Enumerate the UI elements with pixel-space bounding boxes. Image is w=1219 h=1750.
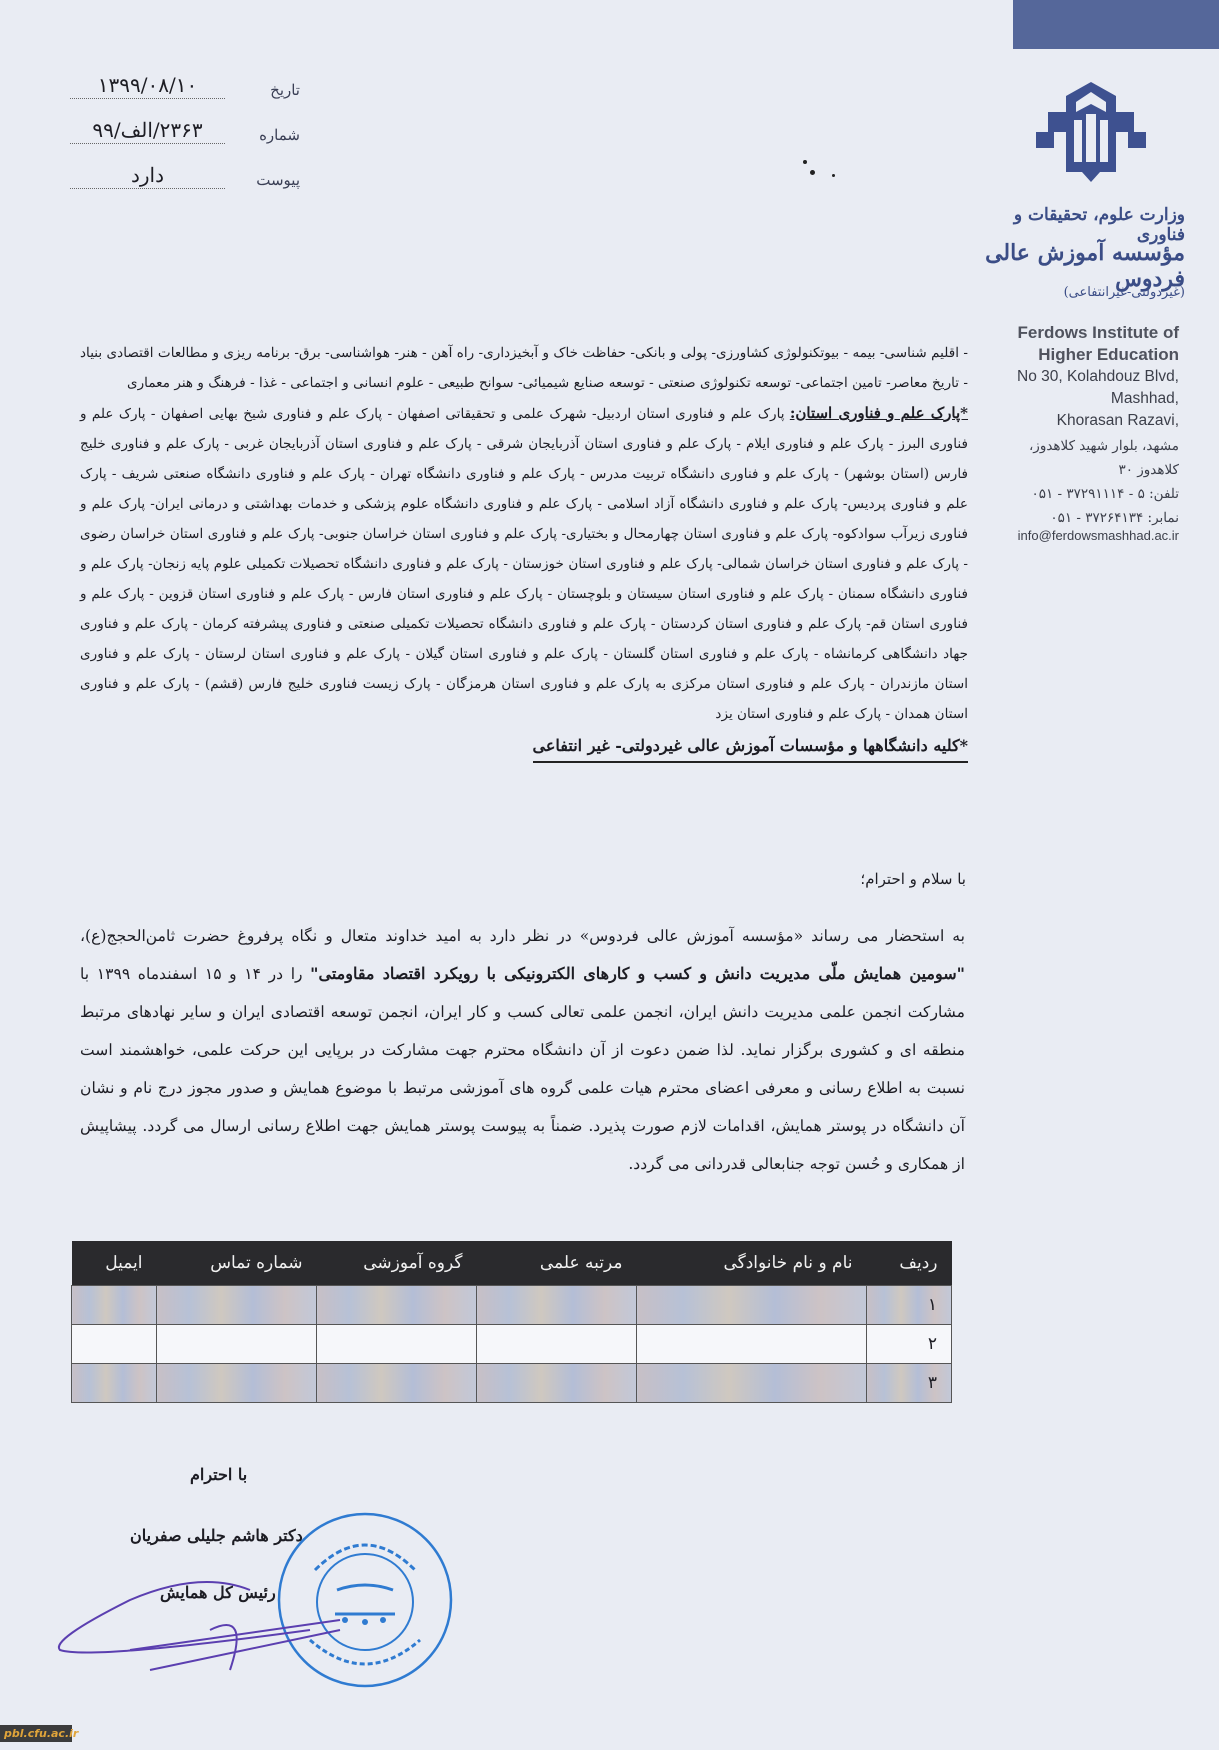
phone: تلفن: ۵ - ۳۷۲۹۱۱۱۴ - ۰۵۱ [1031,486,1179,502]
attachment-label: پیوست [256,171,300,189]
cell-academic-rank[interactable] [477,1325,637,1364]
table-row [72,1364,952,1403]
letter-body [80,917,965,1183]
signer-name: دکتر هاشم جلیلی صفریان [130,1526,303,1545]
address-en-line: Mashhad, [1110,390,1179,407]
cell-email[interactable] [72,1286,157,1325]
address-en-line: Khorasan Razavi, [1056,412,1179,429]
recipients-intro: - اقلیم شناسی- بیمه - بیوتکنولوژی کشاورزی- پولی و بانکی- حفاظت خاک و آبخیزداری- راه آهن - هنر- هواشناسی- برق- برنامه ریزی و مطالعات اقتصادی بنیاد - تاریخ معاصر- تامین اجتماعی- توسعه تکنولوژی صنعتی - توسعه صنایع شیمیائی- سوانح طبیعی - علوم انسانی و اجتماعی - غذا - فرهنگ و هنر معماری [80,345,968,391]
address-fa [979,434,1179,530]
institute-logo-icon [1036,82,1146,192]
address-fa-line: کلاهدوز ۳۰ [1118,462,1179,478]
cell-full-name[interactable] [637,1286,867,1325]
attachment-row [60,152,300,197]
col-academic-rank: مرتبه علمی [477,1241,637,1286]
greeting: با سلام و احترام؛ [860,870,966,888]
col-phone: شماره تماس [157,1241,317,1286]
cell-academic-rank[interactable] [477,1286,637,1325]
universities-heading: *کلیه دانشگاهها و مؤسسات آموزش عالی غیردولتی- غیر انتفاعی [533,731,968,763]
signer-role: رئیس کل همایش [160,1583,276,1602]
cell-email[interactable] [72,1325,157,1364]
institute-name-en: Ferdows Institute of Higher Education [1017,323,1179,364]
row-number: ۱ [867,1286,952,1325]
col-email: ایمیل [72,1241,157,1286]
cell-department[interactable] [317,1325,477,1364]
fax: نمابر: ۳۷۲۶۴۱۳۴ - ۰۵۱ [1050,510,1179,526]
address-en-line: No 30, Kolahdouz Blvd, [1017,368,1179,385]
closing: با احترام [190,1465,248,1484]
institute-name-fa: مؤسسه آموزش عالی فردوس [985,240,1185,292]
recipients-block [80,338,968,763]
header-color-bar [1013,0,1219,49]
cell-department[interactable] [317,1286,477,1325]
table-header-row [72,1241,952,1286]
cell-full-name[interactable] [637,1364,867,1403]
cell-phone[interactable] [157,1286,317,1325]
table-row [72,1286,952,1325]
cell-department[interactable] [317,1364,477,1403]
body-part-1: به استحضار می رساند «مؤسسه آموزش عالی فردوس» در نظر دارد به امید خداوند متعال و نگاه پرفروغ حضرت ثامن‌الحجج(ع)، [80,927,965,945]
address-fa-line: مشهد، بلوار شهید کلاهدوز، [1028,438,1179,454]
cell-academic-rank[interactable] [477,1364,637,1403]
institute-type: (غیردولتی-غیرانتفاعی) [1063,285,1185,300]
parks-list: پارک علم و فناوری استان اردبیل- شهرک علمی و تحقیقاتی اصفهان - پارک علم و فناوری شیخ بهایی اصفهان - پارک علم و فناوری البرز - پارک علم و فناوری ایلام - پارک علم و فناوری استان آذربایجان شرقی - پارک علم و فناوری استان آذربایجان غربی - پارک علم و فناوری خلیج فارس (استان بوشهر) - پارک علم و فناوری دانشگاه تربیت مدرس - پارک علم و فناوری دانشگاه تهران - پارک علم و فناوری دانشگاه صنعتی شریف - پارک علم و فناوری پردیس- پارک علم و فناوری دانشگاه آزاد اسلامی - پارک علم و فناوری دانشگاه علوم پزشکی و خدمات بهداشتی و درمانی ایران- پارک علم و فناوری زیرآب سوادکوه- پارک علم و فناوری استان چهارمحال و بختیاری- پارک علم و فناوری استان خراسان جنوبی- پارک علم و فناوری استان خراسان رضوی - پارک علم و فناوری استان خراسان شمالی- پارک علم و فناوری استان خوزستان - پارک علم و فناوری دانشگاه تحصیلات تکمیلی علوم پایه زنجان- پارک علم و فناوری دانشگاه سمنان - پارک علم و فناوری استان سیستان و بلوچستان - پارک علم و فناوری استان فارس - پارک علم و فناوری استان قزوین - پارک علم و فناوری استان قم- پارک علم و فناوری استان کردستان - پارک علم و فناوری دانشگاه تحصیلات تکمیلی صنعتی و فناوری پیشرفته کرمان - پارک علم و فناوری جهاد دانشگاهی کرمانشاه - پارک علم و فناوری استان گلستان - پارک علم و فناوری استان گیلان - پارک علم و فناوری استان لرستان - پارک علم و فناوری استان مازندران - پارک علم و فناوری استان مرکزی به پارک علم و فناوری استان هرمزگان - پارک زیست فناوری خلیج فارس (قشم) - پارک علم و فناوری استان همدان - پارک علم و فناوری استان یزد [80,406,968,722]
watermark: pbl.cfu.ac.ir [0,1725,72,1742]
parks-heading: *پارک علم و فناوری استان: [789,404,969,422]
date-row [60,62,300,107]
cell-email[interactable] [72,1364,157,1403]
date-value: ۱۳۹۹/۰۸/۱۰ [70,73,225,99]
col-row-number: ردیف [867,1241,952,1286]
cell-full-name[interactable] [637,1325,867,1364]
nomination-table [71,1241,952,1403]
date-label: تاریخ [270,81,300,99]
number-row [60,107,300,152]
number-value: ۲۳۶۳/الف/۹۹ [70,118,225,144]
col-full-name: نام و نام خانوادگی [637,1241,867,1286]
body-part-2: را در ۱۴ و ۱۵ اسفندماه ۱۳۹۹ با مشارکت انجمن علمی مدیریت دانش ایران، انجمن علمی تعالی کسب و کار ایران، انجمن توسعه اقتصادی ایران و سایر نهادهای مرتبط منطقه ای و کشوری برگزار نماید. لذا ضمن دعوت از آن دانشگاه محترم جهت مشارکت در برپایی این حرکت علمی، خواهشمند است نسبت به اطلاع رسانی و معرفی اعضای محترم هیات علمی گروه های آموزشی مرتبط با موضوع همایش و صدور مجوز درج نام و نشان آن دانشگاه در پوستر همایش، اقدامات لازم صورت پذیرد. ضمناً به پیوست پوستر همایش جهت اطلاع رسانی ارسال می گردد. پیشاپیش از همکاری و حُسن توجه جنابعالی قدردانی می گردد. [80,965,965,1173]
ministry-name: وزارت علوم، تحقیقات و فناوری [1013,205,1185,245]
row-number: ۳ [867,1364,952,1403]
letter-meta [60,62,300,197]
attachment-value: دارد [70,163,225,189]
email-link[interactable]: info@ferdowsmashhad.ac.ir [1017,528,1179,543]
col-department: گروه آموزشی [317,1241,477,1286]
number-label: شماره [259,126,300,144]
cell-phone[interactable] [157,1364,317,1403]
address-en [969,366,1179,432]
conference-title: "سومین همایش ملّی مدیریت دانش و کسب و کارهای الکترونیکی با رویکرد اقتصاد مقاومتی" [310,964,965,983]
cell-phone[interactable] [157,1325,317,1364]
handwritten-signature [50,1570,350,1680]
row-number: ۲ [867,1325,952,1364]
table-row [72,1325,952,1364]
